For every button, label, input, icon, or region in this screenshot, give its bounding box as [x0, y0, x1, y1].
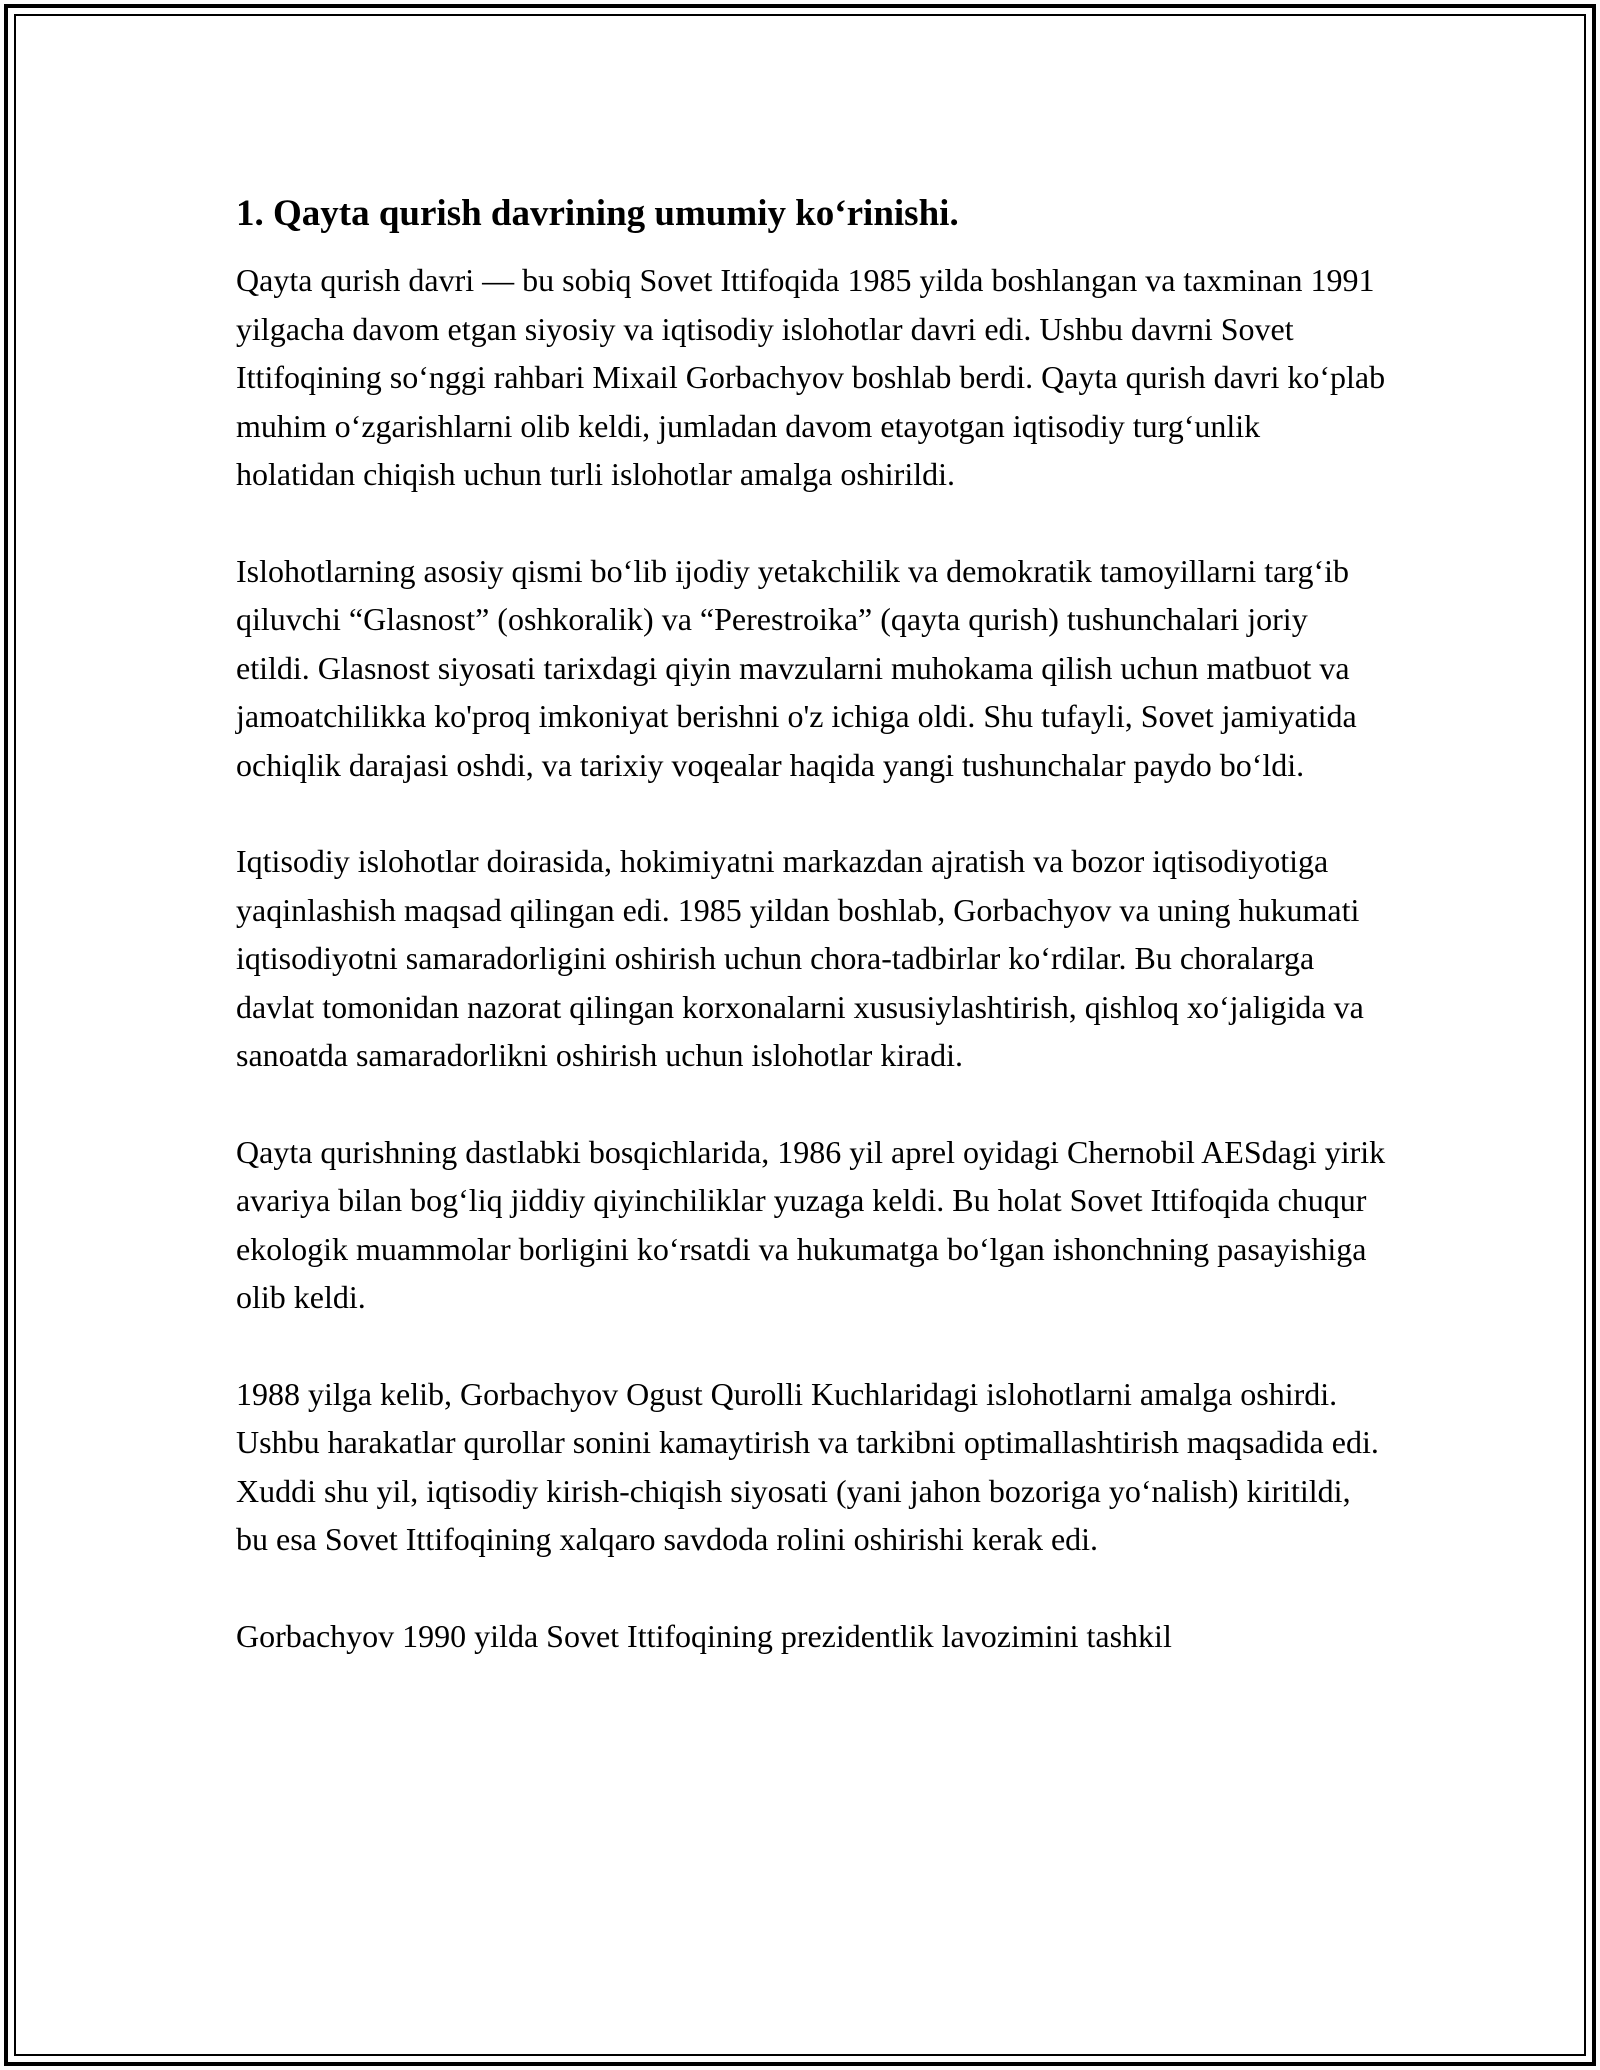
- paragraph-2: Islohotlarning asosiy qismi bo‘lib ijodiy yetakchilik va demokratik tamoyillarni targ‘ib qiluvchi “Glasnost” (oshkoralik) va “Perestroika” (qayta qurish) tushunchalari joriy etildi. Glasnost siyosati tarixdagi qiyin mavzularni muhokama qilish uchun matbuot va jamoatchilikka ko'proq imkoniyat berishni o'z ichiga oldi. Shu tufayli, Sovet jamiyatida ochiqlik darajasi oshdi, va tarixiy voqealar haqida yangi tushunchalar paydo bo‘ldi.: [236, 552, 1357, 783]
- paragraph-6: Gorbachyov 1990 yilda Sovet Ittifoqining prezidentlik lavozimini tashkil: [236, 1617, 1172, 1654]
- paragraph-4: Qayta qurishning dastlabki bosqichlarida, 1986 yil aprel oyidagi Chernobil AESdagi yirik avariya bilan bog‘liq jiddiy qiyinchiliklar yuzaga keldi. Bu holat Sovet Ittifoqida chuqur ekologik muammolar borligini ko‘rsatdi va hukumatga bo‘lgan ishonchning pasayishiga olib keldi.: [236, 1133, 1386, 1315]
- paragraph-3: Iqtisodiy islohotlar doirasida, hokimiyatni markazdan ajratish va bozor iqtisodiyotiga yaqinlashish maqsad qilingan edi. 1985 yildan boshlab, Gorbachyov va uning hukumati iqtisodiyotni samaradorligini oshirish uchun chora-tadbirlar ko‘rdilar. Bu choralarga davlat tomonidan nazorat qilingan korxonalarni xususiylashtirish, qishloq xo‘jaligida va sanoatda samaradorlikni oshirish uchun islohotlar kiradi.: [236, 843, 1364, 1073]
- section-heading: 1. Qayta qurish davrining umumiy ko‘rinishi.: [236, 193, 959, 234]
- document-body: [236, 186, 1386, 1660]
- paragraph-5: 1988 yilga kelib, Gorbachyov Ogust Qurolli Kuchlaridagi islohotlarni amalga oshirdi. Ushbu harakatlar qurollar sonini kamaytirish va tarkibni optimallashtirish maqsadida edi. Xuddi shu yil, iqtisodiy kirish-chiqish siyosati (yani jahon bozoriga yo‘nalish) kiritildi, bu esa Sovet Ittifoqining xalqaro savdoda rolini oshirishi kerak edi.: [236, 1375, 1379, 1557]
- paragraph-1: Qayta qurish davri — bu sobiq Sovet Ittifoqida 1985 yilda boshlangan va taxminan 1991 yilgacha davom etgan siyosiy va iqtisodiy islohotlar davri edi. Ushbu davrni Sovet Ittifoqining so‘nggi rahbari Mixail Gorbachyov boshlab berdi. Qayta qurish davri ko‘plab muhim o‘zgarishlarni olib keldi, jumladan davom etayotgan iqtisodiy turg‘unlik holatidan chiqish uchun turli islohotlar amalga oshirildi.: [236, 262, 1386, 492]
